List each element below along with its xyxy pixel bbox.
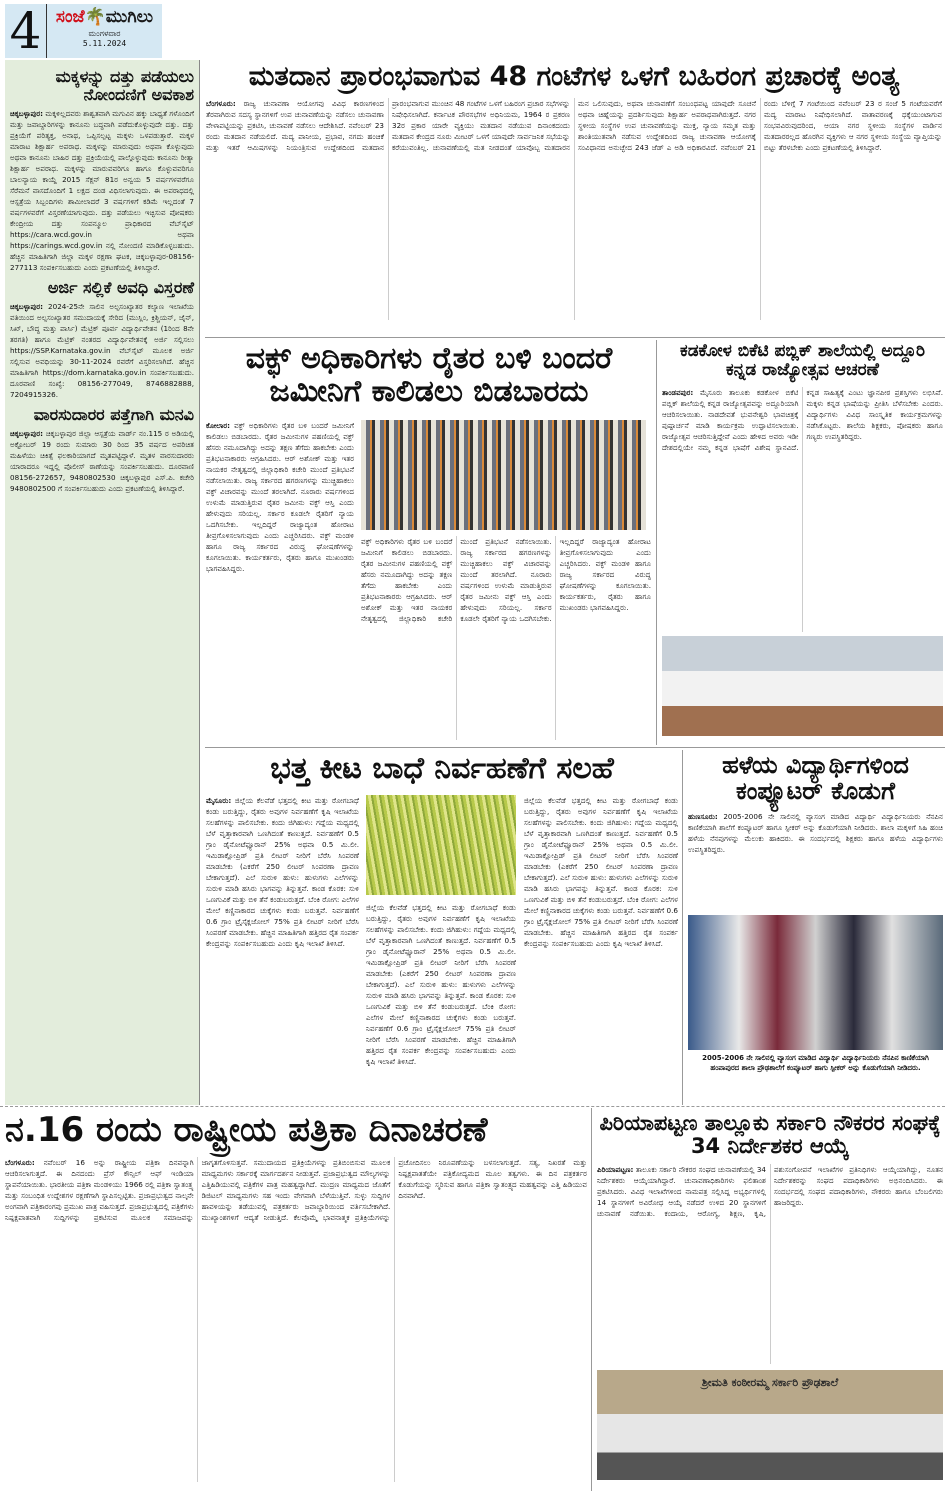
article-body: ಜಿಲ್ಲೆಯ ಕೆಲವೆಡೆ ಭತ್ತದಲ್ಲಿ ಕೀಟ ಮತ್ತು ರೋಗಬಾಧೆ ಕಂಡು ಬರುತ್ತಿದ್ದು, ರೈತರು ಅವುಗಳ ನಿರ್ವಹಣೆಗೆ ಕೃಷಿ ಇಲಾಖೆಯ ಸಲಹೆಗಳನ್ನು ಪಾಲಿಸಬೇಕು. ಕಂದು ಜಿಗಿಹುಳು: ಗದ್ದೆಯ ಮಧ್ಯದಲ್ಲಿ ಬೆಳೆ ವೃತ್ತಾಕಾರವಾಗಿ ಒಣಗಿದಂತೆ ಕಾಣುತ್ತದೆ. ನಿರ್ವಹಣೆಗೆ 0.5 ಗ್ರಾಂ ಡೈನೋಟೆಫ್ಯೂರಾನ್ 25% ಅಥವಾ 0.5 ಮಿ.ಲೀ. ಇಮಿಡಾಕ್ಲೋಪ್ರಿಡ್ ಪ್ರತಿ ಲೀಟರ್ ನೀರಿಗೆ ಬೆರೆಸಿ ಸಿಂಪರಣೆ ಮಾಡಬೇಕು (ಎಕರೆಗೆ 250 ಲೀಟರ್ ಸಿಂಪರಣಾ ದ್ರಾವಣ ಬೇಕಾಗುತ್ತದೆ). ಎಲೆ ಸುರುಳಿ ಹುಳು: ಹುಳುಗಳು ಎಲೆಗಳನ್ನು ಸುರುಳಿ ಮಾಡಿ ಹಸಿರು ಭಾಗವನ್ನು ತಿನ್ನುತ್ತವೆ. ಕಾಂಡ ಕೊರಕ: ಸುಳಿ ಒಣಗುವಿಕೆ ಮತ್ತು ಬಿಳಿ ತೆನೆ ಕಂಡುಬರುತ್ತದೆ. ಬೆಂಕಿ ರೋಗ: ಎಲೆಗಳ ಮೇಲೆ ಕಣ್ಣಿನಾಕಾರದ ಚುಕ್ಕೆಗಳು ಕಂಡು ಬರುತ್ತವೆ. ನಿರ್ವಹಣೆಗೆ 0.6 ಗ್ರಾಂ ಟ್ರೈಸೈಕ್ಲಜೋಲ್ 75% ಪ್ರತಿ ಲೀಟರ್ ನೀರಿಗೆ ಬೆರೆಸಿ ಸಿಂಪರಣೆ ಮಾಡಬೇಕು. ಹೆಚ್ಚಿನ ಮಾಹಿತಿಗಾಗಿ ಹತ್ತಿರದ ರೈತ ಸಂಪರ್ಕ ಕೇಂದ್ರವನ್ನು ಸಂಪರ್ಕಿಸಬಹುದು ಎಂದು ಕೃಷಿ ಇಲಾಖೆ ತಿಳಿಸಿದೆ. xyxy=(206,796,359,948)
paddy-photo xyxy=(366,795,516,895)
paper-logo: ಸಂಜೆ🌴ಮುಗಿಲು xyxy=(55,7,154,27)
photo-caption: 2005-2006 ನೇ ಸಾಲಿನಲ್ಲಿ ವ್ಯಾಸಂಗ ಮಾಡಿದ ವಿದ್ಯಾರ್ಥಿ ವಿದ್ಯಾರ್ಥಿನಿಯರು ನೆನಪಿನ ಕಾಣಿಕೆಯಾಗಿ ಹಂಪಾಪುರದ ಶಾಲಾ ಪ್ರೌಢಶಾಲೆಗೆ ಕಂಪ್ಯೂಟರ್ ಹಾಗು ಸ್ಪೀಕರ್ ಅನ್ನು ಕೊಡುಗೆಯಾಗಿ ನೀಡಿದರು. xyxy=(702,1053,929,1072)
article-computer-donation xyxy=(688,752,943,1104)
article-body: ಮೈಸೂರು ತಾಲೂಕು ಕಡಕೋಳ ಬಿಕೆಟಿ ಪಬ್ಲಿಕ್ ಶಾಲೆಯಲ್ಲಿ ಕನ್ನಡ ರಾಜ್ಯೋತ್ಸವವನ್ನು ಅದ್ದೂರಿಯಾಗಿ ಆಚರಿಸಲಾಯಿತು. ನಾಡದೇವತೆ ಭುವನೇಶ್ವರಿ ಭಾವಚಿತ್ರಕ್ಕೆ ಪುಷ್ಪಾರ್ಚನೆ ಮಾಡಿ ಕಾರ್ಯಕ್ರಮ ಉದ್ಘಾಟಿಸಲಾಯಿತು. ರಾಜ್ಯೋತ್ಸವ ಆಚರಿಸುತ್ತಿದ್ದೇವೆ ಎಂದು ಹೇಳಿದ ಅವರು ಇಡೀ ದೇಶದಲ್ಲಿಯೇ ನಮ್ಮ ಕನ್ನಡ ಭಾಷೆಗೆ ವಿಶೇಷ ಸ್ಥಾನವಿದೆ. ಕನ್ನಡ ಸಾಹಿತ್ಯಕ್ಕೆ ಎಂಟು ಜ್ಞಾನಪೀಠ ಪ್ರಶಸ್ತಿಗಳು ಲಭಿಸಿವೆ. ಮಕ್ಕಳು ಕನ್ನಡ ಭಾಷೆಯನ್ನು ಪ್ರೀತಿಸಿ ಬೆಳೆಸಬೇಕು ಎಂದರು. ವಿದ್ಯಾರ್ಥಿಗಳು ವಿವಿಧ ಸಾಂಸ್ಕೃತಿಕ ಕಾರ್ಯಕ್ರಮಗಳನ್ನು ನಡೆಸಿಕೊಟ್ಟರು. ಶಾಲೆಯ ಶಿಕ್ಷಕರು, ಪೋಷಕರು ಹಾಗೂ ಗಣ್ಯರು ಉಪಸ್ಥಿತರಿದ್ದರು. xyxy=(662,388,943,453)
headline: ಭತ್ತ ಕೀಟ ಬಾಧೆ ನಿರ್ವಹಣೆಗೆ ಸಲಹೆ xyxy=(270,751,614,786)
dateline: ಚಿಕ್ಕಬಳ್ಳಾಪುರ: xyxy=(10,429,44,438)
article-body-continued: ಜಿಲ್ಲೆಯ ಕೆಲವೆಡೆ ಭತ್ತದಲ್ಲಿ ಕೀಟ ಮತ್ತು ರೋಗಬಾಧೆ ಕಂಡು ಬರುತ್ತಿದ್ದು, ರೈತರು ಅವುಗಳ ನಿರ್ವಹಣೆಗೆ ಕೃಷಿ ಇಲಾಖೆಯ ಸಲಹೆಗಳನ್ನು ಪಾಲಿಸಬೇಕು. ಕಂದು ಜಿಗಿಹುಳು: ಗದ್ದೆಯ ಮಧ್ಯದಲ್ಲಿ ಬೆಳೆ ವೃತ್ತಾಕಾರವಾಗಿ ಒಣಗಿದಂತೆ ಕಾಣುತ್ತದೆ. ನಿರ್ವಹಣೆಗೆ 0.5 ಗ್ರಾಂ ಡೈನೋಟೆಫ್ಯೂರಾನ್ 25% ಅಥವಾ 0.5 ಮಿ.ಲೀ. ಇಮಿಡಾಕ್ಲೋಪ್ರಿಡ್ ಪ್ರತಿ ಲೀಟರ್ ನೀರಿಗೆ ಬೆರೆಸಿ ಸಿಂಪರಣೆ ಮಾಡಬೇಕು (ಎಕರೆಗೆ 250 ಲೀಟರ್ ಸಿಂಪರಣಾ ದ್ರಾವಣ ಬೇಕಾಗುತ್ತದೆ). ಎಲೆ ಸುರುಳಿ ಹುಳು: ಹುಳುಗಳು ಎಲೆಗಳನ್ನು ಸುರುಳಿ ಮಾಡಿ ಹಸಿರು ಭಾಗವನ್ನು ತಿನ್ನುತ್ತವೆ. ಕಾಂಡ ಕೊರಕ: ಸುಳಿ ಒಣಗುವಿಕೆ ಮತ್ತು ಬಿಳಿ ತೆನೆ ಕಂಡುಬರುತ್ತದೆ. ಬೆಂಕಿ ರೋಗ: ಎಲೆಗಳ ಮೇಲೆ ಕಣ್ಣಿನಾಕಾರದ ಚುಕ್ಕೆಗಳು ಕಂಡು ಬರುತ್ತವೆ. ನಿರ್ವಹಣೆಗೆ 0.6 ಗ್ರಾಂ ಟ್ರೈಸೈಕ್ಲಜೋಲ್ 75% ಪ್ರತಿ ಲೀಟರ್ ನೀರಿಗೆ ಬೆರೆಸಿ ಸಿಂಪರಣೆ ಮಾಡಬೇಕು. ಹೆಚ್ಚಿನ ಮಾಹಿತಿಗಾಗಿ ಹತ್ತಿರದ ರೈತ ಸಂಪರ್ಕ ಕೇಂದ್ರವನ್ನು ಸಂಪರ್ಕಿಸಬಹುದು ಎಂದು ಕೃಷಿ ಇಲಾಖೆ ತಿಳಿಸಿದೆ. xyxy=(524,796,678,948)
headline: ಕಡಕೋಳ ಬಿಕೆಟಿ ಪಬ್ಲಿಕ್ ಶಾಲೆಯಲ್ಲಿ ಅದ್ದೂರಿ ಕನ್ನಡ ರಾಜ್ಯೋತ್ಸವ ಆಚರಣೆ xyxy=(680,341,925,380)
rajyotsava-photo xyxy=(662,636,943,736)
article-rajyotsava xyxy=(662,342,943,742)
dateline: ಹುಣಸೂರು: xyxy=(688,811,718,821)
headline: ಪಿರಿಯಾಪಟ್ಟಣ ತಾಲ್ಲೂಕು ಸರ್ಕಾರಿ ನೌಕರರ ಸಂಘಕ್ಕೆ 34 ನಿರ್ದೇಶಕರ ಆಯ್ಕೆ xyxy=(599,1111,941,1159)
masthead xyxy=(5,4,162,58)
union-photo xyxy=(597,1370,943,1480)
students-photo xyxy=(688,915,943,1050)
sidebar xyxy=(5,60,200,1105)
article-press-day xyxy=(5,1112,587,1488)
issue-date: 5.11.2024 xyxy=(82,39,127,48)
dateline: ಮೈಸೂರು: xyxy=(206,796,232,805)
article-body: ನವೆಂಬರ್ 16 ಅನ್ನು ರಾಷ್ಟ್ರೀಯ ಪತ್ರಿಕಾ ದಿನವನ್ನಾಗಿ ಆಚರಿಸಲಾಗುತ್ತದೆ. ಈ ದಿನದಂದು ಪ್ರೆಸ್ ಕೌನ್ಸಿಲ್ ಆಫ್ ಇಂಡಿಯಾ ಸ್ಥಾಪನೆಯಾಯಿತು. ಭಾರತೀಯ ಪತ್ರಿಕಾ ಮಂಡಳಿಯು 1966 ರಲ್ಲಿ ಪತ್ರಿಕಾ ಸ್ವಾತಂತ್ರ್ಯ ಮತ್ತು ಸಂಬಂಧಿತ ಉದ್ದೇಶಗಳ ರಕ್ಷಣೆಗಾಗಿ ಸ್ಥಾಪಿಸಲ್ಪಟ್ಟಿತು. ಪ್ರಜಾಪ್ರಭುತ್ವದ ನಾಲ್ಕನೇ ಅಂಗವಾಗಿ ಪತ್ರಿಕಾರಂಗವು ಪ್ರಮುಖ ಪಾತ್ರ ವಹಿಸುತ್ತದೆ. ಪ್ರಜಾಪ್ರಭುತ್ವದಲ್ಲಿ ಪತ್ರಿಕೆಗಳು ನಿಷ್ಪಕ್ಷಪಾತವಾಗಿ ಸುದ್ದಿಗಳನ್ನು ಪ್ರಕಟಿಸುವ ಮೂಲಕ ಸಮಾಜವನ್ನು ಜಾಗೃತಗೊಳಿಸುತ್ತವೆ. ಸಮುದಾಯದ ಪ್ರತಿಕ್ರಿಯೆಗಳನ್ನು ಪ್ರತಿಬಿಂಬಿಸುವ ಮೂಲಕ ಮಾಧ್ಯಮಗಳು ಸರ್ಕಾರಕ್ಕೆ ಮಾರ್ಗದರ್ಶನ ನೀಡುತ್ತವೆ. ಪ್ರಜಾಪ್ರಭುತ್ವದ ಮೌಲ್ಯಗಳನ್ನು ಎತ್ತಿಹಿಡಿಯುವಲ್ಲಿ ಪತ್ರಿಕೆಗಳ ಪಾತ್ರ ಮಹತ್ವದ್ದಾಗಿದೆ. ಮುದ್ರಣ ಮಾಧ್ಯಮದ ಜೊತೆಗೆ ಡಿಜಿಟಲ್ ಮಾಧ್ಯಮಗಳು ಸಹ ಇಂದು ವೇಗವಾಗಿ ಬೆಳೆಯುತ್ತಿವೆ. ಸುಳ್ಳು ಸುದ್ದಿಗಳ ಹಾವಳಿಯನ್ನು ತಡೆಯುವಲ್ಲಿ ಪತ್ರಕರ್ತರು ಜವಾಬ್ದಾರಿಯಿಂದ ವರ್ತಿಸಬೇಕಾಗಿದೆ. ಮುಖ್ಯಾಂಶಗಳಿಗೆ ಆದ್ಯತೆ ನೀಡುತ್ತಿದೆ. ಕೆಲವೊಮ್ಮೆ ಭಾವನಾತ್ಮಕ ಪ್ರತಿಕ್ರಿಯೆಗಳನ್ನು ಪ್ರಚೋದಿಸಲು ನಿರೂಪಣೆಯನ್ನು ಬಳಸಲಾಗುತ್ತದೆ. ಸತ್ಯ, ನಿಖರತೆ ಮತ್ತು ನಿಷ್ಪಕ್ಷಪಾತತೆಯೇ ಪತ್ರಿಕೋದ್ಯಮದ ಮೂಲ ತತ್ವಗಳು. ಈ ದಿನ ಪತ್ರಕರ್ತರ ಕೊಡುಗೆಯನ್ನು ಸ್ಮರಿಸುವ ಹಾಗೂ ಪತ್ರಿಕಾ ಸ್ವಾತಂತ್ರ್ಯದ ಮಹತ್ವವನ್ನು ಎತ್ತಿ ಹಿಡಿಯುವ ದಿನವಾಗಿದೆ. xyxy=(5,1158,587,1223)
dateline: ಬೆಂಗಳೂರು: xyxy=(206,98,236,108)
divider xyxy=(205,747,945,748)
article-body: ತಾಲೂಕು ಸರ್ಕಾರಿ ನೌಕರರ ಸಂಘದ ಚುನಾವಣೆಯಲ್ಲಿ 34 ನಿರ್ದೇಶಕರು ಆಯ್ಕೆಯಾಗಿದ್ದಾರೆ. ಚುನಾವಣಾಧಿಕಾರಿಗಳು ಫಲಿತಾಂಶ ಪ್ರಕಟಿಸಿದರು. ವಿವಿಧ ಇಲಾಖೆಗಳಿಂದ ನಾಮಪತ್ರ ಸಲ್ಲಿಸಿದ್ದ ಅಭ್ಯರ್ಥಿಗಳಲ್ಲಿ 14 ಸ್ಥಾನಗಳಿಗೆ ಅವಿರೋಧ ಆಯ್ಕೆ ನಡೆದರೆ ಉಳಿದ 20 ಸ್ಥಾನಗಳಿಗೆ ಚುನಾವಣೆ ನಡೆಯಿತು. ಕಂದಾಯ, ಆರೋಗ್ಯ, ಶಿಕ್ಷಣ, ಕೃಷಿ, ಪಶುಸಂಗೋಪನೆ ಇಲಾಖೆಗಳ ಪ್ರತಿನಿಧಿಗಳು ಆಯ್ಕೆಯಾಗಿದ್ದು, ನೂತನ ನಿರ್ದೇಶಕರನ್ನು ಸಂಘದ ಪದಾಧಿಕಾರಿಗಳು ಅಭಿನಂದಿಸಿದರು. ಈ ಸಂದರ್ಭದಲ್ಲಿ ಸಂಘದ ಪದಾಧಿಕಾರಿಗಳು, ನೌಕರರು ಹಾಗೂ ಬೆಂಬಲಿಗರು ಹಾಜರಿದ್ದರು. xyxy=(597,1165,943,1219)
divider xyxy=(0,1106,945,1107)
headline: ಮತದಾನ ಪ್ರಾರಂಭವಾಗುವ 48 ಗಂಟೆಗಳ ಒಳಗೆ ಬಹಿರಂಗ ಪ್ರಚಾರಕ್ಕೆ ಅಂತ್ಯ xyxy=(248,61,900,92)
headline: ವಕ್ಫ್ ಅಧಿಕಾರಿಗಳು ರೈತರ ಬಳಿ ಬಂದರೆ ಜಮೀನಿಗೆ ಕಾಲಿಡಲು ಬಿಡಬಾರದು xyxy=(245,341,613,409)
article-election xyxy=(206,62,942,334)
article-body: 2024-25ನೇ ಸಾಲಿನ ಅಲ್ಪಸಂಖ್ಯಾತರ ಕಲ್ಯಾಣ ಇಲಾಖೆಯ ವತಿಯಿಂದ ಅಲ್ಪಸಂಖ್ಯಾತರ ಸಮುದಾಯಕ್ಕೆ ಸೇರಿದ (ಮುಸ್ಲಿಂ, ಕ್ರಿಶ್ಚಿಯನ್, ಜೈನ್, ಸಿಖ್, ಬೌದ್ಧ ಮತ್ತು ಪಾರ್ಸಿ) ಮೆಟ್ರಿಕ್ ಪೂರ್ವ ವಿದ್ಯಾರ್ಥಿವೇತನ (1ರಿಂದ 8ನೇ ತರಗತಿ) ಹಾಗೂ ಮೆಟ್ರಿಕ್ ನಂತರದ ವಿದ್ಯಾರ್ಥಿವೇತನಕ್ಕೆ ಅರ್ಜಿ ಸಲ್ಲಿಸಲು https://SSP.Karnataka.gov.in ವೆಬ್‌ಸೈಟ್ ಮೂಲಕ ಅರ್ಜಿ ಸಲ್ಲಿಸುವ ಅವಧಿಯನ್ನು 30-11-2024 ರವರೆಗೆ ವಿಸ್ತರಿಸಲಾಗಿದೆ. ಹೆಚ್ಚಿನ ಮಾಹಿತಿಗಾಗಿ https://dom.karnataka.gov.in ಸಂಪರ್ಕಿಸಬಹುದು. ದೂರವಾಣಿ ಸಂಖ್ಯೆ: 08156-277049, 8746882888, 7204915326. xyxy=(10,302,194,399)
headline: ಹಳೆಯ ವಿದ್ಯಾರ್ಥಿಗಳಿಂದ ಕಂಪ್ಯೂಟರ್ ಕೊಡುಗೆ xyxy=(722,751,909,806)
headline: ನ.16 ರಂದು ರಾಷ್ಟ್ರೀಯ ಪತ್ರಿಕಾ ದಿನಾಚರಣೆ xyxy=(5,1110,488,1150)
headline: ಮಕ್ಕಳನ್ನು ದತ್ತು ಪಡೆಯಲು ನೋಂದಣಿಗೆ ಅವಕಾಶ xyxy=(55,67,194,104)
page-number: 4 xyxy=(5,4,47,58)
protest-photo xyxy=(361,420,646,530)
headline: ಅರ್ಜಿ ಸಲ್ಲಿಕೆ ಅವಧಿ ವಿಸ್ತರಣೆ xyxy=(47,278,194,297)
article-body: ರಾಜ್ಯ ಚುನಾವಣಾ ಆಯೋಗವು ವಿವಿಧ ಕಾರಣಗಳಿಂದ ತೆರವಾಗಿರುವ ಸದಸ್ಯ ಸ್ಥಾನಗಳಿಗೆ ಉಪ ಚುನಾವಣೆಯನ್ನು ನಡೆಸಲು ಚುನಾವಣಾ ವೇಳಾಪಟ್ಟಿಯನ್ನು ಪ್ರಕಟಿಸಿ, ಚುನಾವಣೆ ನಡೆಸಲು ಆದೇಶಿಸಿದೆ. ನವೆಂಬರ್ 23 ರಂದು ಮತದಾನ ನಡೆಯಲಿದೆ. ಮದ್ಯ ಪಾನೀಯ, ಪ್ರಭಾವ, ನಗದು ಹಂಚಿಕೆ ಮತ್ತು ಇತರೆ ಆಮಿಷಗಳನ್ನು ನಿಯಂತ್ರಿಸುವ ಉದ್ದೇಶದಿಂದ ಮತದಾನ ಪ್ರಾರಂಭವಾಗುವ ಮುಂಚಿನ 48 ಗಂಟೆಗಳ ಒಳಗೆ ಬಹಿರಂಗ ಪ್ರಚಾರ ಸಭೆಗಳನ್ನು ನಿಷೇಧಿಸಲಾಗಿದೆ. ಕರ್ನಾಟಕ ಪೌರಸಭೆಗಳ ಅಧಿನಿಯಮ, 1964 ರ ಪ್ರಕರಣ 32ರ ಪ್ರಕಾರ ಯಾರೇ ವ್ಯಕ್ತಿಯು ಮತದಾನ ನಡೆಯುವ ದಿನಾಂಕದಂದು ಮತದಾನ ಕೇಂದ್ರದ ನೂರು ಮೀಟರ್ ಒಳಗೆ ಯಾವುದೇ ಸಾರ್ವಜನಿಕ ಸಭೆಯನ್ನು ಕರೆಯುವಂತಿಲ್ಲ. ಚುನಾವಣೆಯಲ್ಲಿ ಮತ ನೀಡದಂತೆ ಯಾವೊಬ್ಬ ಮತದಾರನ ಮನ ಒಲಿಸುವುದು, ಅಥವಾ ಚುನಾವಣೆಗೆ ಸಂಬಂಧಪಟ್ಟ ಯಾವುದೇ ಸೂಚನೆ ಅಥವಾ ಚಿಹ್ನೆಯನ್ನು ಪ್ರದರ್ಶಿಸುವುದು ಶಿಕ್ಷಾರ್ಹ ಅಪರಾಧವಾಗಿರುತ್ತದೆ. ನಗರ ಸ್ಥಳೀಯ ಸಂಸ್ಥೆಗಳ ಉಪ ಚುನಾವಣೆಯನ್ನು ಮುಕ್ತ, ನ್ಯಾಯ ಸಮ್ಮತ ಮತ್ತು ಶಾಂತಿಯುತವಾಗಿ ನಡೆಸುವ ಉದ್ದೇಶದಿಂದ ರಾಜ್ಯ ಚುನಾವಣಾ ಆಯೋಗಕ್ಕೆ ಸಂವಿಧಾನದ ಅನುಚ್ಛೇದ 243 ಜೆಡ್ ಎ ಅಡಿ ಅಧಿಕಾರವಿದೆ. ನವೆಂಬರ್ 21 ರಂದು ಬೆಳಿಗ್ಗೆ 7 ಗಂಟೆಯಿಂದ ನವೆಂಬರ್ 23 ರ ಸಂಜೆ 5 ಗಂಟೆಯವರೆಗೆ ಮದ್ಯ ಮಾರಾಟ ನಿಷೇಧಿಸಲಾಗಿದೆ. ವಾತಾವರಣಕ್ಕೆ ಧಕ್ಕೆಯುಂಟಾಗುವ ಸಂಭವವಿರುವುದರಿಂದ, ಆಯಾ ನಗರ ಸ್ಥಳೀಯ ಸಂಸ್ಥೆಗಳ ವಾರ್ಡಿನ ಮತದಾರರಲ್ಲದ ಹೊರಗಿನ ವ್ಯಕ್ತಿಗಳು ಆ ನಗರ ಸ್ಥಳೀಯ ಸಂಸ್ಥೆಯ ವ್ಯಾಪ್ತಿಯನ್ನು ಬಿಟ್ಟು ತೆರಳಬೇಕು ಎಂದು ಪ್ರಕಟಣೆಯಲ್ಲಿ ತಿಳಿಸಿದ್ದಾರೆ. xyxy=(206,98,942,152)
dateline: ತಾಂಡವಪುರ: xyxy=(662,388,694,398)
divider xyxy=(682,750,683,1105)
article-body: 2005-2006 ನೇ ಸಾಲಿನಲ್ಲಿ ವ್ಯಾಸಂಗ ಮಾಡಿದ ವಿದ್ಯಾರ್ಥಿ ವಿದ್ಯಾರ್ಥಿನಿಯರು ನೆನಪಿನ ಕಾಣಿಕೆಯಾಗಿ ಶಾಲೆಗೆ ಕಂಪ್ಯೂಟರ್ ಹಾಗೂ ಸ್ಪೀಕರ್ ಅನ್ನು ಕೊಡುಗೆಯಾಗಿ ನೀಡಿದರು. ಶಾಲಾ ಮಕ್ಕಳಿಗೆ ಸಿಹಿ ಹಂಚಿ ಹಳೆಯ ನೆನಪುಗಳನ್ನು ಮೆಲುಕು ಹಾಕಿದರು. ಈ ಸಂದರ್ಭದಲ್ಲಿ ಶಿಕ್ಷಕರು ಹಾಗೂ ಹಳೆಯ ವಿದ್ಯಾರ್ಥಿಗಳು ಉಪಸ್ಥಿತರಿದ್ದರು. xyxy=(688,811,943,854)
weekday: ಮಂಗಳವಾರ xyxy=(88,29,121,38)
dateline: ಕೋಲಾರ: xyxy=(206,421,231,430)
sidebar-article xyxy=(10,279,194,400)
divider xyxy=(591,1108,592,1491)
article-employees-union xyxy=(597,1112,943,1488)
photo-banner-text: ಶ್ರೀಮತಿ ಕಂಠೀರಮ್ಮ ಸರ್ಕಾರಿ ಪ್ರೌಢಶಾಲೆ xyxy=(701,1376,839,1390)
dateline: ಚಿಕ್ಕಬಳ್ಳಾಪುರ: xyxy=(10,302,44,311)
dateline: ಬೆಂಗಳೂರು: xyxy=(5,1158,35,1168)
article-body-continued: ವಕ್ಫ್ ಅಧಿಕಾರಿಗಳು ರೈತರ ಬಳಿ ಬಂದರೆ ಜಮೀನಿಗೆ ಕಾಲಿಡಲು ಬಿಡಬಾರದು. ರೈತರ ಜಮೀನುಗಳ ಪಹಣಿಯಲ್ಲಿ ವಕ್ಫ್ ಹೆಸರು ನಮೂದಾಗಿದ್ದು ಅದನ್ನು ತಕ್ಷಣ ತೆಗೆದು ಹಾಕಬೇಕು ಎಂದು ಪ್ರತಿಭಟನಾಕಾರರು ಆಗ್ರಹಿಸಿದರು. ಆರ್ ಅಶೋಕ್ ಮತ್ತು ಇತರ ನಾಯಕರ ನೇತೃತ್ವದಲ್ಲಿ ಜಿಲ್ಲಾಧಿಕಾರಿ ಕಚೇರಿ ಮುಂದೆ ಪ್ರತಿಭಟನೆ ನಡೆಸಲಾಯಿತು. ರಾಜ್ಯ ಸರ್ಕಾರದ ಹಗರಣಗಳನ್ನು ಮುಚ್ಚಿಹಾಕಲು ವಕ್ಫ್ ವಿಚಾರವನ್ನು ಮುಂದೆ ತರಲಾಗಿದೆ. ನೂರಾರು ವರ್ಷಗಳಿಂದ ಉಳುಮೆ ಮಾಡುತ್ತಿರುವ ರೈತರ ಜಮೀನು ವಕ್ಫ್ ಆಸ್ತಿ ಎಂದು ಹೇಳುವುದು ಸರಿಯಲ್ಲ. ಸರ್ಕಾರ ಕೂಡಲೇ ರೈತರಿಗೆ ನ್ಯಾಯ ಒದಗಿಸಬೇಕು. ಇಲ್ಲದಿದ್ದರೆ ರಾಜ್ಯಾದ್ಯಂತ ಹೋರಾಟ ತೀವ್ರಗೊಳಿಸಲಾಗುವುದು ಎಂದು ಎಚ್ಚರಿಸಿದರು. ವಕ್ಫ್ ಮಂಡಳಿ ಹಾಗೂ ರಾಜ್ಯ ಸರ್ಕಾರದ ವಿರುದ್ಧ ಘೋಷಣೆಗಳನ್ನು ಕೂಗಲಾಯಿತು. ಕಾರ್ಯಕರ್ತರು, ರೈತರು ಹಾಗೂ ಮುಖಂಡರು ಭಾಗವಹಿಸಿದ್ದರು. xyxy=(361,537,651,623)
article-body-continued: ಜಿಲ್ಲೆಯ ಕೆಲವೆಡೆ ಭತ್ತದಲ್ಲಿ ಕೀಟ ಮತ್ತು ರೋಗಬಾಧೆ ಕಂಡು ಬರುತ್ತಿದ್ದು, ರೈತರು ಅವುಗಳ ನಿರ್ವಹಣೆಗೆ ಕೃಷಿ ಇಲಾಖೆಯ ಸಲಹೆಗಳನ್ನು ಪಾಲಿಸಬೇಕು. ಕಂದು ಜಿಗಿಹುಳು: ಗದ್ದೆಯ ಮಧ್ಯದಲ್ಲಿ ಬೆಳೆ ವೃತ್ತಾಕಾರವಾಗಿ ಒಣಗಿದಂತೆ ಕಾಣುತ್ತದೆ. ನಿರ್ವಹಣೆಗೆ 0.5 ಗ್ರಾಂ ಡೈನೋಟೆಫ್ಯೂರಾನ್ 25% ಅಥವಾ 0.5 ಮಿ.ಲೀ. ಇಮಿಡಾಕ್ಲೋಪ್ರಿಡ್ ಪ್ರತಿ ಲೀಟರ್ ನೀರಿಗೆ ಬೆರೆಸಿ ಸಿಂಪರಣೆ ಮಾಡಬೇಕು (ಎಕರೆಗೆ 250 ಲೀಟರ್ ಸಿಂಪರಣಾ ದ್ರಾವಣ ಬೇಕಾಗುತ್ತದೆ). ಎಲೆ ಸುರುಳಿ ಹುಳು: ಹುಳುಗಳು ಎಲೆಗಳನ್ನು ಸುರುಳಿ ಮಾಡಿ ಹಸಿರು ಭಾಗವನ್ನು ತಿನ್ನುತ್ತವೆ. ಕಾಂಡ ಕೊರಕ: ಸುಳಿ ಒಣಗುವಿಕೆ ಮತ್ತು ಬಿಳಿ ತೆನೆ ಕಂಡುಬರುತ್ತದೆ. ಬೆಂಕಿ ರೋಗ: ಎಲೆಗಳ ಮೇಲೆ ಕಣ್ಣಿನಾಕಾರದ ಚುಕ್ಕೆಗಳು ಕಂಡು ಬರುತ್ತವೆ. ನಿರ್ವಹಣೆಗೆ 0.6 ಗ್ರಾಂ ಟ್ರೈಸೈಕ್ಲಜೋಲ್ 75% ಪ್ರತಿ ಲೀಟರ್ ನೀರಿಗೆ ಬೆರೆಸಿ ಸಿಂಪರಣೆ ಮಾಡಬೇಕು. ಹೆಚ್ಚಿನ ಮಾಹಿತಿಗಾಗಿ ಹತ್ತಿರದ ರೈತ ಸಂಪರ್ಕ ಕೇಂದ್ರವನ್ನು ಸಂಪರ್ಕಿಸಬಹುದು ಎಂದು ಕೃಷಿ ಇಲಾಖೆ ತಿಳಿಸಿದೆ. xyxy=(366,903,516,1066)
divider xyxy=(205,337,945,338)
divider xyxy=(656,340,657,745)
sidebar-article xyxy=(10,68,194,273)
sidebar-article xyxy=(10,406,194,494)
article-body: ಮಕ್ಕಳಿಲ್ಲದವರು ಶಾಶ್ವತವಾಗಿ ಮಗುವಿನ ಹಕ್ಕು ಬಾಧ್ಯತೆ ಗಳೊಂದಿಗೆ ಮತ್ತು ಜವಾಬ್ದಾರಿಗಳನ್ನು ಕಾನೂನು ಬದ್ಧವಾಗಿ ಪಡೆದುಕೊಳ್ಳುವುದೇ ದತ್ತು. ದತ್ತು ಪ್ರಕ್ರಿಯೆಗೆ ಪರಿತ್ಯಕ್ತ, ಅನಾಥ, ಒಪ್ಪಿಸಲ್ಪಟ್ಟ ಮಕ್ಕಳು ಒಳಪಡುತ್ತಾರೆ. ಮಕ್ಕಳ ಮಾರಾಟ ಶಿಕ್ಷಾರ್ಹ ಅಪರಾಧ. ಮಕ್ಕಳನ್ನು ಮಾರುವುದು ಅಥವಾ ಕೊಳ್ಳುವುದು ಅಥವಾ ಕಾನೂನು ಬಾಹಿರ ದತ್ತು ಪ್ರಕ್ರಿಯೆಯಲ್ಲಿ ಪಾಲ್ಗೊಳ್ಳುವುದು ಕಾನೂನು ರೀತ್ಯಾ ಶಿಕ್ಷಾರ್ಹ ಅಪರಾಧ. ಮಕ್ಕಳನ್ನು ಮಾರುವವರಿಗೂ ಹಾಗೂ ಕೊಳ್ಳುವವರಿಗೂ ಬಾಲನ್ಯಾಯ ಕಾಯ್ದೆ 2015 ಸೆಕ್ಷನ್ 81ರ ಅನ್ವಯ 5 ವರ್ಷಗಳವರೆಗೂ ಸೆರೆಮನೆ ವಾಸದೊಂದಿಗೆ 1 ಲಕ್ಷದ ದಂಡ ವಿಧಿಸಲಾಗುವುದು. ಈ ಅಪರಾಧದಲ್ಲಿ ಆಸ್ಪತ್ರೆಯ ಸಿಬ್ಬಂದಿಗಳು ಶಾಮೀಲಾದರೆ 3 ವರ್ಷಗಳಿಗೆ ಕಡಿಮೆ ಇಲ್ಲದಂತೆ 7 ವರ್ಷಗಳವರೆಗೆ ವಿಸ್ತರಣೆಯಾಗುವುದು. ದತ್ತು ಪಡೆಯಲು ಇಚ್ಛಿಸುವ ಪೋಷಕರು ಕೇಂದ್ರೀಯ ದತ್ತು ಸಂಪನ್ಮೂಲ ಪ್ರಾಧಿಕಾರದ ವೆಬ್‌ಸೈಟ್ https://cara.wcd.gov.in ಅಥವಾ https://carings.wcd.gov.in ನಲ್ಲಿ ನೋಂದಣಿ ಮಾಡಿಕೊಳ್ಳಬಹುದು. ಹೆಚ್ಚಿನ ಮಾಹಿತಿಗಾಗಿ ಜಿಲ್ಲಾ ಮಕ್ಕಳ ರಕ್ಷಣಾ ಘಟಕ, ಚಿಕ್ಕಬಳ್ಳಾಪುರ-08156-277113 ಸಂಪರ್ಕಿಸಬಹುದು ಎಂದು ಪ್ರಕಟಣೆಯಲ್ಲಿ ತಿಳಿಸಿದ್ದಾರೆ. xyxy=(10,109,194,272)
article-waqf xyxy=(206,342,652,742)
article-body: ಚಿಕ್ಕಬಳ್ಳಾಪುರ ಜಿಲ್ಲಾ ಆಸ್ಪತ್ರೆಯ ವಾರ್ಡ್ ನಂ.115 ರ ಅಡಿಯಲ್ಲಿ ಅಕ್ಟೋಬರ್ 19 ರಂದು ಸುಮಾರು 30 ರಿಂದ 35 ವರ್ಷದ ಅಪರಿಚಿತ ಮಹಿಳೆಯು ಚಿಕಿತ್ಸೆ ಫಲಕಾರಿಯಾಗದೆ ಮೃತಪಟ್ಟಿದ್ದಾಳೆ. ಮೃತಳ ವಾರಸುದಾರರು ಯಾರಾದರೂ ಇದ್ದಲ್ಲಿ ಪೊಲೀಸ್ ಠಾಣೆಯನ್ನು ಸಂಪರ್ಕಿಸಬಹುದು. ದೂರವಾಣಿ 08156-272657, 9480802530 ಚಿಕ್ಕಬಳ್ಳಾಪುರ ಎಸ್.ಪಿ. ಕಚೇರಿ 9480802500 ಗೆ ಸಂಪರ್ಕಿಸಬಹುದು ಎಂದು ಪ್ರಕಟಣೆಯಲ್ಲಿ ತಿಳಿಸಿದ್ದಾರೆ. xyxy=(10,429,194,493)
article-paddy-pest xyxy=(206,752,678,1104)
headline: ವಾರಸುದಾರರ ಪತ್ತೆಗಾಗಿ ಮನವಿ xyxy=(33,405,194,424)
dateline: ಪಿರಿಯಾಪಟ್ಟಣ: xyxy=(597,1165,634,1175)
dateline: ಚಿಕ್ಕಬಳ್ಳಾಪುರ: xyxy=(10,109,44,118)
article-body: ವಕ್ಫ್ ಅಧಿಕಾರಿಗಳು ರೈತರ ಬಳಿ ಬಂದರೆ ಜಮೀನಿಗೆ ಕಾಲಿಡಲು ಬಿಡಬಾರದು. ರೈತರ ಜಮೀನುಗಳ ಪಹಣಿಯಲ್ಲಿ ವಕ್ಫ್ ಹೆಸರು ನಮೂದಾಗಿದ್ದು ಅದನ್ನು ತಕ್ಷಣ ತೆಗೆದು ಹಾಕಬೇಕು ಎಂದು ಪ್ರತಿಭಟನಾಕಾರರು ಆಗ್ರಹಿಸಿದರು. ಆರ್ ಅಶೋಕ್ ಮತ್ತು ಇತರ ನಾಯಕರ ನೇತೃತ್ವದಲ್ಲಿ ಜಿಲ್ಲಾಧಿಕಾರಿ ಕಚೇರಿ ಮುಂದೆ ಪ್ರತಿಭಟನೆ ನಡೆಸಲಾಯಿತು. ರಾಜ್ಯ ಸರ್ಕಾರದ ಹಗರಣಗಳನ್ನು ಮುಚ್ಚಿಹಾಕಲು ವಕ್ಫ್ ವಿಚಾರವನ್ನು ಮುಂದೆ ತರಲಾಗಿದೆ. ನೂರಾರು ವರ್ಷಗಳಿಂದ ಉಳುಮೆ ಮಾಡುತ್ತಿರುವ ರೈತರ ಜಮೀನು ವಕ್ಫ್ ಆಸ್ತಿ ಎಂದು ಹೇಳುವುದು ಸರಿಯಲ್ಲ. ಸರ್ಕಾರ ಕೂಡಲೇ ರೈತರಿಗೆ ನ್ಯಾಯ ಒದಗಿಸಬೇಕು. ಇಲ್ಲದಿದ್ದರೆ ರಾಜ್ಯಾದ್ಯಂತ ಹೋರಾಟ ತೀವ್ರಗೊಳಿಸಲಾಗುವುದು ಎಂದು ಎಚ್ಚರಿಸಿದರು. ವಕ್ಫ್ ಮಂಡಳಿ ಹಾಗೂ ರಾಜ್ಯ ಸರ್ಕಾರದ ವಿರುದ್ಧ ಘೋಷಣೆಗಳನ್ನು ಕೂಗಲಾಯಿತು. ಕಾರ್ಯಕರ್ತರು, ರೈತರು ಹಾಗೂ ಮುಖಂಡರು ಭಾಗವಹಿಸಿದ್ದರು. xyxy=(206,421,354,573)
